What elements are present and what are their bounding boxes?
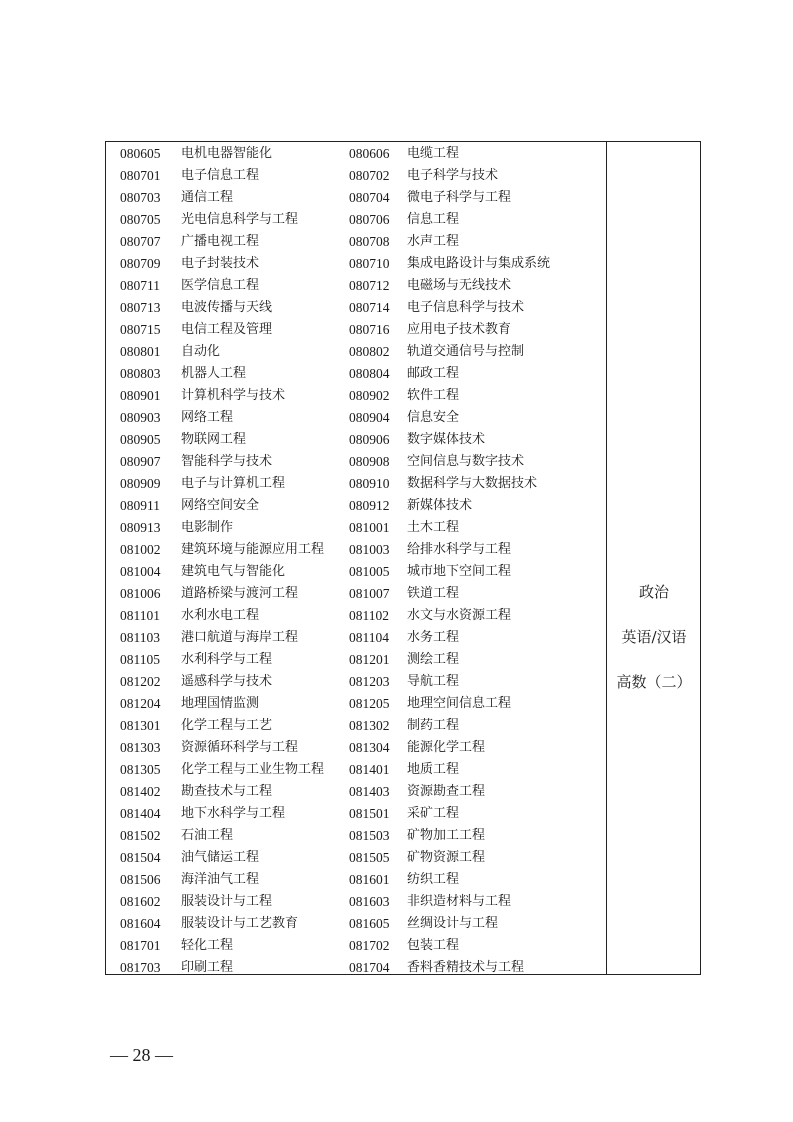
major-name: 服装设计与工艺教育 (181, 916, 299, 931)
major-code: 080712 (349, 278, 390, 293)
table-row (106, 539, 606, 561)
major-name: 建筑环境与能源应用工程 (181, 542, 325, 557)
major-code: 081103 (120, 630, 160, 645)
major-code: 081102 (349, 608, 389, 623)
major-name: 空间信息与数字技术 (407, 454, 525, 469)
major-code: 080903 (120, 410, 161, 425)
major-code: 080802 (349, 344, 390, 359)
major-code: 081201 (349, 652, 390, 667)
major-name: 计算机科学与技术 (181, 388, 286, 403)
major-code: 081105 (120, 652, 160, 667)
major-code: 081302 (349, 718, 390, 733)
table-row (106, 165, 606, 187)
major-code: 080803 (120, 366, 161, 381)
major-code: 081301 (120, 718, 161, 733)
major-name: 化学工程与工艺 (181, 718, 273, 733)
major-name: 土木工程 (407, 520, 460, 535)
major-name: 电子科学与技术 (407, 168, 499, 183)
major-code: 080704 (349, 190, 390, 205)
major-name: 广播电视工程 (181, 234, 260, 249)
major-code: 081601 (349, 872, 390, 887)
table-row (106, 671, 606, 693)
major-name: 网络空间安全 (181, 498, 260, 513)
major-code: 081502 (120, 828, 161, 843)
table-row (106, 715, 606, 737)
major-name: 水声工程 (407, 234, 460, 249)
table-row (106, 363, 606, 385)
subject-language: 英语/汉语 (621, 628, 687, 646)
major-code: 080913 (120, 520, 161, 535)
major-code: 081101 (120, 608, 160, 623)
exam-subjects-cell (607, 142, 701, 974)
major-code: 081007 (349, 586, 390, 601)
major-code: 080707 (120, 234, 161, 249)
major-code: 081205 (349, 696, 390, 711)
major-name: 包装工程 (407, 938, 460, 953)
major-code: 081005 (349, 564, 390, 579)
major-name: 水文与水资源工程 (407, 608, 512, 623)
major-code: 080709 (120, 256, 161, 271)
major-code: 080714 (349, 300, 390, 315)
major-code: 080801 (120, 344, 161, 359)
major-code: 081004 (120, 564, 161, 579)
table-row (106, 319, 606, 341)
major-name: 轨道交通信号与控制 (407, 344, 525, 359)
major-code: 080702 (349, 168, 390, 183)
major-name: 印刷工程 (181, 960, 234, 975)
major-code: 081403 (349, 784, 390, 799)
major-code: 080804 (349, 366, 390, 381)
major-name: 道路桥梁与渡河工程 (181, 586, 299, 601)
major-name: 海洋油气工程 (181, 872, 260, 887)
table-row (106, 935, 606, 957)
major-name: 信息安全 (407, 410, 460, 425)
major-name: 电机电器智能化 (181, 146, 273, 161)
major-code: 080902 (349, 388, 390, 403)
major-name: 遥感科学与技术 (181, 674, 273, 689)
major-code: 080708 (349, 234, 390, 249)
major-code: 080706 (349, 212, 390, 227)
major-code: 081002 (120, 542, 161, 557)
table-row (106, 583, 606, 605)
table-row (106, 407, 606, 429)
major-name: 测绘工程 (407, 652, 460, 667)
major-name: 油气储运工程 (181, 850, 260, 865)
major-name: 水利水电工程 (181, 608, 260, 623)
major-name: 纺织工程 (407, 872, 460, 887)
major-code: 081605 (349, 916, 390, 931)
major-name: 建筑电气与智能化 (181, 564, 286, 579)
major-code: 080908 (349, 454, 390, 469)
major-name: 物联网工程 (181, 432, 247, 447)
major-code: 080907 (120, 454, 161, 469)
major-code: 080703 (120, 190, 161, 205)
table-row (106, 341, 606, 363)
major-code: 080713 (120, 300, 161, 315)
major-name: 轻化工程 (181, 938, 234, 953)
table-row (106, 825, 606, 847)
table-row (106, 231, 606, 253)
major-name: 电子与计算机工程 (181, 476, 286, 491)
major-name: 微电子科学与工程 (407, 190, 512, 205)
major-name: 水利科学与工程 (181, 652, 273, 667)
table-row (106, 781, 606, 803)
table-row (106, 451, 606, 473)
major-name: 网络工程 (181, 410, 234, 425)
major-name: 采矿工程 (407, 806, 460, 821)
table-row (106, 187, 606, 209)
major-name: 勘查技术与工程 (181, 784, 273, 799)
table-row (106, 957, 606, 979)
major-name: 信息工程 (407, 212, 460, 227)
major-name: 电子封装技术 (181, 256, 260, 271)
major-name: 光电信息科学与工程 (181, 212, 299, 227)
table-row (106, 737, 606, 759)
major-name: 数据科学与大数据技术 (407, 476, 538, 491)
major-code: 081001 (349, 520, 390, 535)
major-code: 081702 (349, 938, 390, 953)
major-code: 081305 (120, 762, 161, 777)
major-name: 丝绸设计与工程 (407, 916, 499, 931)
major-code: 081303 (120, 740, 161, 755)
subject-math: 高数（二） (616, 673, 692, 691)
major-name: 城市地下空间工程 (407, 564, 512, 579)
major-code: 081304 (349, 740, 390, 755)
major-code: 081603 (349, 894, 390, 909)
major-name: 新媒体技术 (407, 498, 473, 513)
major-code: 080606 (349, 146, 390, 161)
table-row (106, 847, 606, 869)
major-code: 080911 (120, 498, 160, 513)
major-name: 给排水科学与工程 (407, 542, 512, 557)
major-code: 080710 (349, 256, 390, 271)
table-row (106, 143, 606, 165)
major-name: 应用电子技术教育 (407, 322, 512, 337)
table-row (106, 605, 606, 627)
table-row (106, 693, 606, 715)
major-code: 081402 (120, 784, 161, 799)
major-name: 能源化学工程 (407, 740, 486, 755)
major-name: 服装设计与工程 (181, 894, 273, 909)
major-code: 080901 (120, 388, 161, 403)
major-name: 资源循环科学与工程 (181, 740, 299, 755)
major-code: 081006 (120, 586, 161, 601)
major-name: 水务工程 (407, 630, 460, 645)
table-row (106, 297, 606, 319)
major-name: 电子信息工程 (181, 168, 260, 183)
majors-rows (106, 143, 606, 979)
major-name: 数字媒体技术 (407, 432, 486, 447)
table-row (106, 759, 606, 781)
major-name: 矿物资源工程 (407, 850, 486, 865)
major-code: 080715 (120, 322, 161, 337)
table-row (106, 869, 606, 891)
table-row (106, 891, 606, 913)
major-code: 081704 (349, 960, 390, 975)
major-code: 081203 (349, 674, 390, 689)
major-code: 080701 (120, 168, 161, 183)
major-name: 软件工程 (407, 388, 460, 403)
major-name: 港口航道与海岸工程 (181, 630, 299, 645)
major-name: 电磁场与无线技术 (407, 278, 512, 293)
table-row (106, 275, 606, 297)
major-name: 地质工程 (407, 762, 460, 777)
major-name: 机器人工程 (181, 366, 247, 381)
major-code: 080912 (349, 498, 390, 513)
table-row (106, 385, 606, 407)
table-row (106, 517, 606, 539)
major-name: 石油工程 (181, 828, 234, 843)
major-code: 080905 (120, 432, 161, 447)
major-code: 081401 (349, 762, 390, 777)
major-name: 通信工程 (181, 190, 234, 205)
major-code: 081501 (349, 806, 390, 821)
table-row (106, 627, 606, 649)
major-name: 地下水科学与工程 (181, 806, 286, 821)
majors-table (105, 141, 701, 975)
major-name: 制药工程 (407, 718, 460, 733)
major-name: 智能科学与技术 (181, 454, 273, 469)
major-name: 地理国情监测 (181, 696, 260, 711)
major-name: 电子信息科学与技术 (407, 300, 525, 315)
major-code: 081204 (120, 696, 161, 711)
major-name: 香料香精技术与工程 (407, 960, 525, 975)
major-code: 080904 (349, 410, 390, 425)
major-name: 医学信息工程 (181, 278, 260, 293)
major-name: 导航工程 (407, 674, 460, 689)
major-code: 081404 (120, 806, 161, 821)
table-row (106, 649, 606, 671)
major-code: 080605 (120, 146, 161, 161)
table-row (106, 429, 606, 451)
table-row (106, 473, 606, 495)
major-code: 081602 (120, 894, 161, 909)
major-code: 081202 (120, 674, 161, 689)
major-code: 080716 (349, 322, 390, 337)
major-name: 自动化 (181, 344, 221, 359)
major-code: 081703 (120, 960, 161, 975)
table-row (106, 495, 606, 517)
table-row (106, 803, 606, 825)
page-number: — 28 — (110, 1045, 173, 1065)
major-code: 081503 (349, 828, 390, 843)
major-name: 铁道工程 (407, 586, 460, 601)
major-code: 081003 (349, 542, 390, 557)
major-code: 080910 (349, 476, 390, 491)
major-name: 化学工程与工业生物工程 (181, 762, 325, 777)
major-name: 电缆工程 (407, 146, 460, 161)
table-row (106, 209, 606, 231)
major-code: 081701 (120, 938, 161, 953)
major-name: 电影制作 (181, 520, 234, 535)
major-name: 非织造材料与工程 (407, 894, 512, 909)
major-name: 集成电路设计与集成系统 (407, 256, 551, 271)
major-name: 地理空间信息工程 (407, 696, 512, 711)
major-name: 矿物加工工程 (407, 828, 486, 843)
table-row (106, 253, 606, 275)
major-code: 081505 (349, 850, 390, 865)
table-row (106, 913, 606, 935)
major-code: 080705 (120, 212, 161, 227)
major-code: 081506 (120, 872, 161, 887)
major-name: 电信工程及管理 (181, 322, 273, 337)
major-code: 081504 (120, 850, 161, 865)
major-code: 081604 (120, 916, 161, 931)
subject-politics: 政治 (638, 583, 669, 601)
major-name: 邮政工程 (407, 366, 460, 381)
major-code: 081104 (349, 630, 389, 645)
major-code: 080711 (120, 278, 160, 293)
major-name: 电波传播与天线 (181, 300, 273, 315)
major-code: 080906 (349, 432, 390, 447)
major-code: 080909 (120, 476, 161, 491)
major-name: 资源勘查工程 (407, 784, 486, 799)
table-row (106, 561, 606, 583)
